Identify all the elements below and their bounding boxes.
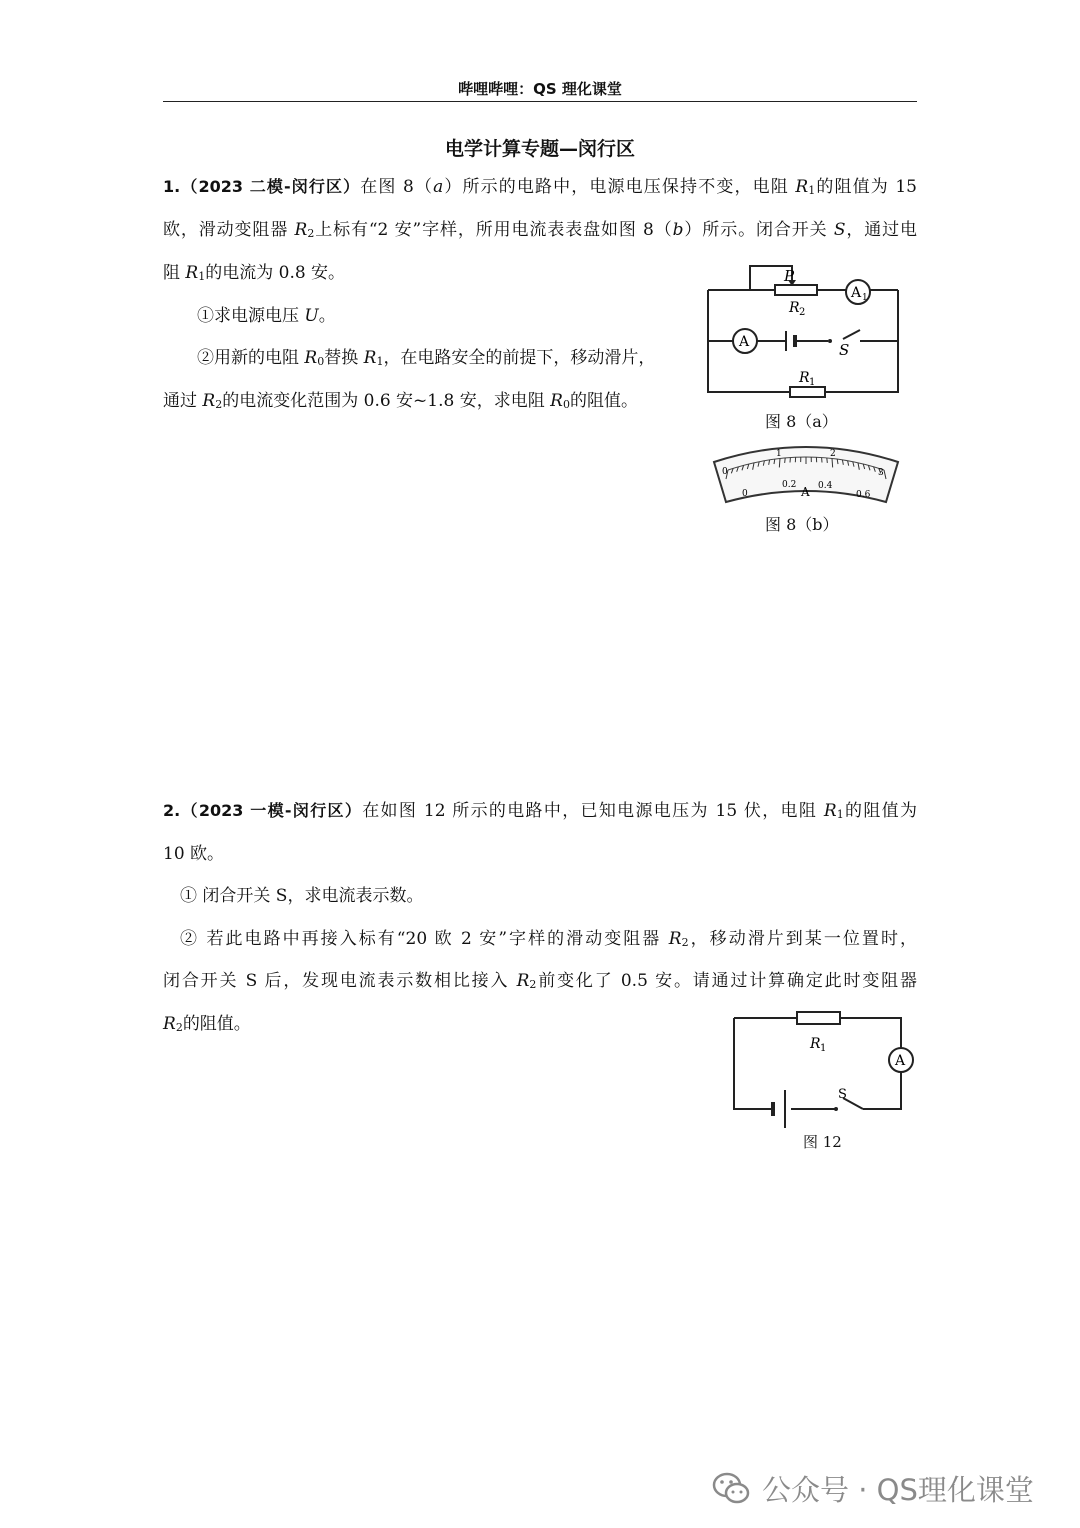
subscript: 0 xyxy=(562,398,570,411)
fig12-caption: 图 12 xyxy=(803,1133,842,1151)
subscript: 0 xyxy=(317,355,325,368)
header-rule xyxy=(163,101,917,102)
q1-line-1 xyxy=(163,175,917,203)
q1-text: 的电流变化范围为 0.6 安~1.8 安，求电阻 xyxy=(222,391,551,411)
switch-contact xyxy=(834,1107,838,1111)
q1-text: 的阻值为 15 xyxy=(815,177,917,197)
dial-bottom-tick-label: 0.2 xyxy=(782,480,797,490)
document-title: 电学计算专题—闵行区 xyxy=(444,138,635,160)
q1-text: 欧，滑动变阻器 xyxy=(163,220,295,240)
q1-text: 的电流为 0.8 安。 xyxy=(205,263,346,283)
subscript: 2 xyxy=(215,398,223,411)
q1-tag: （2023 二模-闵行区） xyxy=(180,177,361,196)
symbol-r2: R xyxy=(668,929,682,949)
fig8a-caption: 图 8（a） xyxy=(765,412,838,431)
q2-text: 的阻值。 xyxy=(182,1014,251,1034)
q1-text: ①求电源电压 xyxy=(197,306,305,326)
q1-text: b xyxy=(672,220,684,240)
symbol-r2: R xyxy=(202,391,216,411)
q1-text: ）所示的电路中，电源电压保持不变，电阻 xyxy=(443,177,796,197)
q2-text: 的阻值为 xyxy=(843,801,917,821)
subscript: 1 xyxy=(376,355,384,368)
q1-text: 阻 xyxy=(163,263,186,283)
q1-text: ②用新的电阻 xyxy=(197,348,305,368)
wechat-watermark xyxy=(712,1468,1034,1508)
page-header: 哔哩哔哩：QS 理化课堂 xyxy=(458,80,622,98)
q1-sub-1 xyxy=(197,304,336,328)
dial-bottom-tick-label: 0.4 xyxy=(818,481,833,491)
symbol-r1: R xyxy=(823,801,837,821)
ammeter-a-label: A xyxy=(895,1053,906,1069)
q2-tag: （2023 一模-闵行区） xyxy=(180,801,363,820)
circuit-diagram-fig12 xyxy=(728,1008,918,1130)
q1-line-2 xyxy=(163,218,917,246)
ammeter-a1-label: A xyxy=(851,285,862,301)
subscript: 1 xyxy=(198,270,206,283)
watermark-text: 公众号 · QS理化课堂 xyxy=(762,1472,1034,1507)
dial-bottom-tick-label: 0 xyxy=(742,489,748,499)
dial-tick xyxy=(785,458,786,463)
symbol-r0: R xyxy=(304,348,318,368)
symbol-r1: R xyxy=(363,348,377,368)
symbol-r0: R xyxy=(550,391,563,411)
label-r1: R xyxy=(810,1036,821,1052)
q2-line-2: 10 欧。 xyxy=(163,844,225,864)
symbol-u: U xyxy=(304,306,319,326)
dial-tick xyxy=(832,458,833,467)
q2-text: 闭合开关 S 后，发现电流表示数相比接入 xyxy=(163,971,517,991)
subscript: 1 xyxy=(808,184,816,197)
label-r2-sub: 2 xyxy=(799,307,806,318)
q1-text: ）所示。闭合开关 xyxy=(683,220,834,240)
q1-text: 在图 8（ xyxy=(360,177,434,197)
q1-number: 1. xyxy=(163,177,181,196)
q2-line-1 xyxy=(163,799,917,827)
subscript: 2 xyxy=(681,936,689,949)
q1-text: 替换 xyxy=(324,348,364,368)
q2-sub-1: ① 闭合开关 S，求电流表示数。 xyxy=(180,886,424,906)
dial-top-tick-label: 1 xyxy=(776,449,782,459)
dial-top-tick-label: 0 xyxy=(722,467,728,477)
label-p: P xyxy=(784,267,795,285)
label-r1: R xyxy=(799,370,810,386)
label-r2: R xyxy=(789,300,800,316)
dial-top-tick-label: 3 xyxy=(878,468,884,478)
q1-text: 的阻值。 xyxy=(569,391,638,411)
symbol-r2: R xyxy=(516,971,530,991)
q1-line-4 xyxy=(163,389,638,417)
q1-line-3 xyxy=(163,261,345,289)
q2-text: ② 若此电路中再接入标有“20 欧 2 安”字样的滑动变阻器 xyxy=(180,929,669,949)
q2-line-5 xyxy=(163,1012,251,1040)
subscript: 2 xyxy=(175,1021,183,1034)
symbol-r1: R xyxy=(185,263,199,283)
dial-top-tick-label: 2 xyxy=(830,449,836,459)
q1-text: 通过 xyxy=(163,391,203,411)
dial-tick xyxy=(827,458,828,463)
symbol-r2: R xyxy=(294,220,308,240)
label-r1-sub: 1 xyxy=(820,1043,827,1054)
ammeter-a-label: A xyxy=(739,334,750,350)
label-s: S xyxy=(839,341,850,359)
subscript: 1 xyxy=(836,808,844,821)
symbol-s: S xyxy=(833,220,846,240)
q1-text: a xyxy=(433,177,444,197)
dial-tick xyxy=(779,458,780,467)
q1-text: ，在电路安全的前提下，移动滑片， xyxy=(383,348,656,368)
dial-bottom-tick-label: 0.6 xyxy=(856,490,871,500)
ammeter-dial-fig8b xyxy=(706,440,906,516)
q2-sub-2 xyxy=(180,927,917,955)
q1-text: 上标有“2 安”字样，所用电流表表盘如图 8（ xyxy=(314,220,673,240)
subscript: 2 xyxy=(529,978,537,991)
q2-text: ，移动滑片到某一位置时， xyxy=(688,929,918,949)
label-s: S xyxy=(838,1087,847,1102)
switch-contact xyxy=(828,339,832,343)
q2-line-4 xyxy=(163,969,917,997)
subscript: 2 xyxy=(307,227,315,240)
q2-text: 前变化了 0.5 安。请通过计算确定此时变阻器 xyxy=(536,971,918,991)
label-r1-sub: 1 xyxy=(809,377,816,388)
q2-number: 2. xyxy=(163,801,181,820)
dial-unit-label: A xyxy=(801,485,810,499)
q2-text: 在如图 12 所示的电路中，已知电源电压为 15 伏，电阻 xyxy=(362,801,824,821)
symbol-r1: R xyxy=(795,177,809,197)
q1-text: ，通过电 xyxy=(845,220,918,240)
fig8b-caption: 图 8（b） xyxy=(765,515,839,534)
q1-text: 。 xyxy=(318,306,336,326)
q1-sub-2 xyxy=(197,346,655,374)
wechat-icon xyxy=(712,1471,750,1505)
ammeter-a1-sub: 1 xyxy=(862,293,868,303)
symbol-r2: R xyxy=(163,1014,176,1034)
